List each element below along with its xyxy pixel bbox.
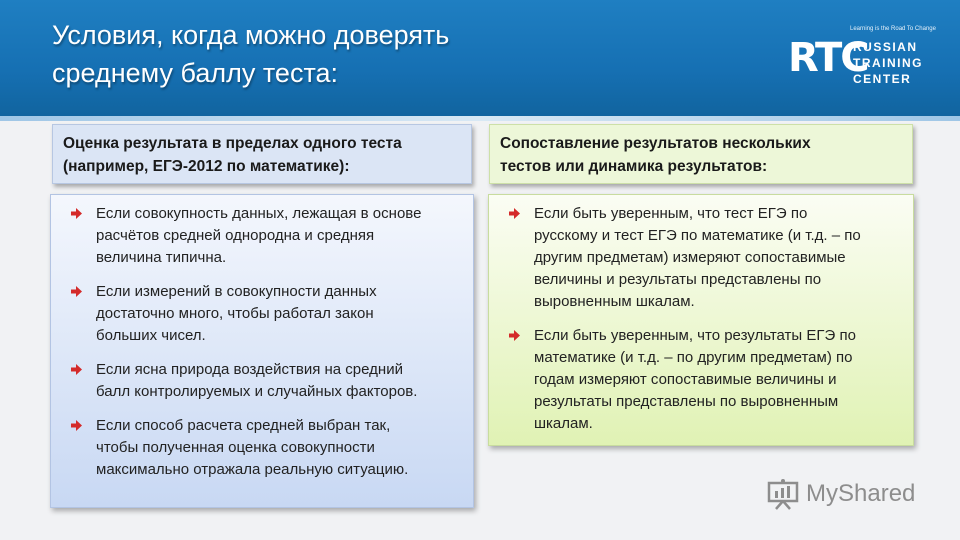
- red-arrow-bullet-icon: [70, 363, 83, 376]
- right-column-heading: [489, 124, 913, 184]
- presentation-board-icon: [766, 478, 800, 510]
- right-heading-line-2: тестов или динамика результатов:: [500, 158, 768, 175]
- bullet-line: Если способ расчета средней выбран так,: [96, 417, 391, 434]
- header-banner: [0, 0, 960, 116]
- red-arrow-bullet-icon: [508, 207, 521, 220]
- left-bullet-item: [63, 281, 463, 347]
- bullet-line: Если ясна природа воздействия на средний: [96, 361, 403, 378]
- logo-word-2: TRAINING: [853, 56, 923, 70]
- bullet-line: другим предметам) измеряют сопоставимые: [534, 249, 846, 266]
- bullet-line: русскому и тест ЕГЭ по математике (и т.д. – по: [534, 227, 861, 244]
- left-heading-line-1: Оценка результата в пределах одного теста: [63, 135, 402, 152]
- left-conditions-panel: [50, 194, 474, 508]
- watermark-text: MyShared: [806, 480, 916, 507]
- logo-mark: RTC: [788, 35, 868, 81]
- bullet-line: Если совокупность данных, лежащая в основе: [96, 205, 422, 222]
- bullet-line: результаты представлены по выровненным: [534, 393, 839, 410]
- slide-title: [52, 16, 692, 92]
- slide-title-line-1: Условия, когда можно доверять: [52, 20, 450, 50]
- right-conditions-panel: [488, 194, 914, 446]
- bullet-line: математике (и т.д. – по другим предметам) по: [534, 349, 853, 366]
- bullet-line: максимально отражала реальную ситуацию.: [96, 461, 409, 478]
- right-bullet-item: [501, 325, 903, 435]
- bullet-line: балл контролируемых и случайных факторов.: [96, 383, 418, 400]
- bullet-line: выровненным шкалам.: [534, 293, 695, 310]
- bullet-line: чтобы полученная оценка совокупности: [96, 439, 375, 456]
- left-bullet-text: [96, 415, 463, 481]
- left-bullet-item: [63, 203, 463, 269]
- bullet-line: Если измерений в совокупности данных: [96, 283, 377, 300]
- bullet-line: величина типична.: [96, 249, 227, 266]
- red-arrow-bullet-icon: [70, 419, 83, 432]
- left-bullet-text: [96, 281, 463, 347]
- logo-tagline: Learning is the Road To Change: [850, 26, 936, 32]
- bullet-line: Если быть уверенным, что тест ЕГЭ по: [534, 205, 808, 222]
- left-heading-line-2: (например, ЕГЭ-2012 по математике):: [63, 158, 350, 175]
- left-bullet-item: [63, 415, 463, 481]
- logo-words: [853, 39, 923, 87]
- left-bullet-text: [96, 203, 463, 269]
- slide-title-line-2: среднему баллу теста:: [52, 58, 339, 88]
- red-arrow-bullet-icon: [70, 207, 83, 220]
- bullet-line: шкалам.: [534, 415, 593, 432]
- bullet-line: Если быть уверенным, что результаты ЕГЭ по: [534, 327, 856, 344]
- left-bullet-item: [63, 359, 463, 403]
- bullet-line: величины и результаты представлены по: [534, 271, 822, 288]
- red-arrow-bullet-icon: [70, 285, 83, 298]
- rtc-logo: [788, 24, 938, 90]
- bullet-line: достаточно много, чтобы работал закон: [96, 305, 374, 322]
- bullet-line: больших чисел.: [96, 327, 206, 344]
- right-bullet-item: [501, 203, 903, 313]
- right-bullet-text: [534, 203, 903, 313]
- right-heading-line-1: Сопоставление результатов нескольких: [500, 135, 811, 152]
- red-arrow-bullet-icon: [508, 329, 521, 342]
- right-bullet-text: [534, 325, 903, 435]
- myshared-watermark: [766, 476, 936, 512]
- bullet-line: расчётов средней однородна и средняя: [96, 227, 375, 244]
- bullet-line: годам измеряют сопоставимые величины и: [534, 371, 837, 388]
- header-divider: [0, 116, 960, 121]
- left-column-heading: [52, 124, 472, 184]
- left-bullet-text: [96, 359, 463, 403]
- logo-word-1: RUSSIAN: [853, 40, 918, 54]
- logo-word-3: CENTER: [853, 72, 912, 86]
